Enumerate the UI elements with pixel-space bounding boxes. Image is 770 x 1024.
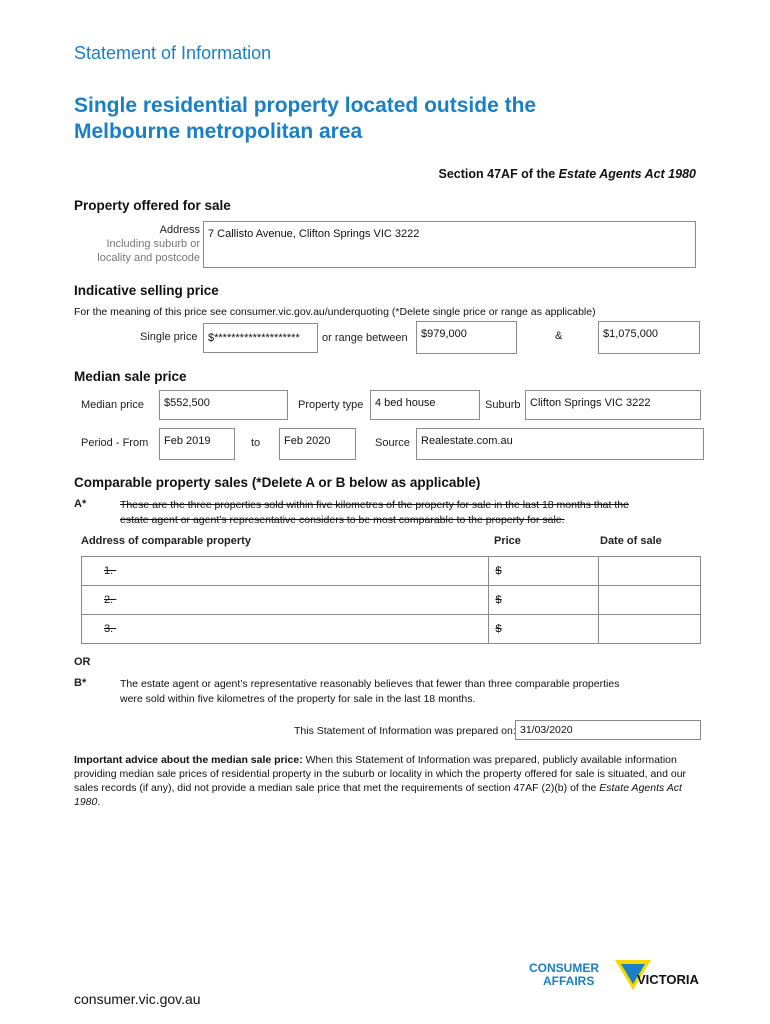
median-advice: [74, 753, 694, 809]
address-field[interactable]: 7 Callisto Avenue, Clifton Springs VIC 3222: [203, 221, 696, 268]
property-type-label: Property type: [298, 399, 364, 411]
comparable-heading: Comparable property sales (*Delete A or B below as applicable): [74, 475, 481, 490]
address-label-line-2: Including suburb or: [106, 238, 200, 250]
option-a-text: [120, 498, 700, 528]
comparable-address-cell[interactable]: [82, 557, 489, 586]
option-b-line-2: were sold within five kilometres of the property for sale in the last 18 months.: [120, 693, 476, 705]
period-from-field[interactable]: Feb 2019: [159, 428, 235, 460]
period-to-label: to: [251, 437, 261, 449]
column-address: Address of comparable property: [81, 535, 251, 547]
indicative-note: For the meaning of this price see consumer.vic.gov.au/underquoting (*Delete single price or range as applicable): [74, 306, 596, 318]
price-prefix: $: [495, 594, 502, 606]
footer-url: consumer.vic.gov.au: [74, 991, 201, 1007]
page-heading-line-2: Melbourne metropolitan area: [74, 120, 363, 143]
page-heading-line-1: Single residential property located outside the: [74, 94, 537, 117]
comparable-date-cell[interactable]: [599, 557, 701, 586]
single-price-label: Single price: [140, 331, 198, 343]
table-row: [82, 586, 701, 615]
strike-filler: [113, 565, 135, 577]
source-field[interactable]: Realestate.com.au: [416, 428, 704, 460]
comparable-price-cell[interactable]: [489, 557, 599, 586]
period-from-label: Period - From: [81, 437, 149, 449]
range-low-field[interactable]: $979,000: [416, 321, 517, 354]
strike-filler: [113, 623, 135, 635]
row-number: 1.: [104, 565, 114, 577]
table-row: [82, 557, 701, 586]
advice-text: When this Statement of Information was prepared, publicly available information providing median sale prices of residential property in the suburb or locality in which the property offered for sale is situated, and our sales records (if any), did not provide a median sale price that met the requirements of section 47AF (2)(b) of the: [74, 754, 687, 794]
strike-filler: [113, 594, 135, 606]
advice-end: .: [97, 796, 101, 808]
column-price: Price: [494, 535, 521, 547]
or-label: OR: [74, 656, 91, 668]
advice-lead: Important advice about the median sale price:: [74, 754, 303, 766]
comparable-date-cell[interactable]: [599, 615, 701, 644]
option-b-marker: B*: [74, 677, 87, 689]
range-label: or range between: [322, 332, 408, 344]
comparable-table: [81, 556, 701, 644]
comparable-address-cell[interactable]: [82, 615, 489, 644]
suburb-field[interactable]: Clifton Springs VIC 3222: [525, 390, 701, 420]
address-label-line-3: locality and postcode: [97, 252, 200, 264]
period-to-field[interactable]: Feb 2020: [279, 428, 356, 460]
median-price-label: Median price: [81, 399, 144, 411]
advice-act: Estate Agents Act 1980: [74, 782, 682, 808]
logo-text: [529, 962, 599, 988]
document-title: Statement of Information: [74, 43, 272, 63]
act-reference: [439, 167, 696, 181]
table-row: [82, 615, 701, 644]
prepared-date-field[interactable]: 31/03/2020: [515, 720, 701, 740]
address-label: [80, 223, 200, 265]
logo-line-1: CONSUMER: [529, 961, 600, 975]
option-a-marker: A*: [74, 498, 87, 510]
page-heading: [74, 93, 674, 145]
property-type-field[interactable]: 4 bed house: [370, 390, 480, 420]
single-price-field[interactable]: $********************: [203, 323, 318, 353]
row-number: 2.: [104, 594, 114, 606]
option-a-line-2: estate agent or agent’s representative considers to be most comparable to the property for sale.: [120, 514, 565, 526]
range-high-field[interactable]: $1,075,000: [598, 321, 700, 354]
median-price-field[interactable]: $552,500: [159, 390, 288, 420]
consumer-affairs-victoria-logo: [529, 960, 704, 992]
row-number: 3.: [104, 623, 114, 635]
option-a-line-1: These are the three properties sold within five kilometres of the property for sale in the last 18 months that the: [120, 499, 629, 511]
address-label-line-1: Address: [159, 224, 200, 236]
act-reference-name: Estate Agents Act 1980: [558, 167, 696, 181]
comparable-date-cell[interactable]: [599, 586, 701, 615]
comparable-price-cell[interactable]: [489, 586, 599, 615]
property-heading: Property offered for sale: [74, 198, 231, 213]
column-date: Date of sale: [600, 535, 662, 547]
option-b-line-1: The estate agent or agent’s representative reasonably believes that fewer than three comparable properties: [120, 678, 620, 690]
source-label: Source: [375, 437, 410, 449]
act-reference-prefix: Section 47AF of the: [438, 167, 559, 181]
median-heading: Median sale price: [74, 369, 187, 384]
indicative-heading: Indicative selling price: [74, 283, 219, 298]
logo-line-2: AFFAIRS: [543, 974, 595, 988]
price-prefix: $: [495, 623, 502, 635]
range-ampersand: &: [555, 330, 563, 342]
prepared-label: This Statement of Information was prepared on:: [294, 725, 516, 737]
comparable-address-cell[interactable]: [82, 586, 489, 615]
suburb-label: Suburb: [485, 399, 521, 411]
price-prefix: $: [495, 565, 502, 577]
option-b-text: [120, 677, 700, 707]
logo-state: VICTORIA: [637, 972, 699, 987]
comparable-price-cell[interactable]: [489, 615, 599, 644]
